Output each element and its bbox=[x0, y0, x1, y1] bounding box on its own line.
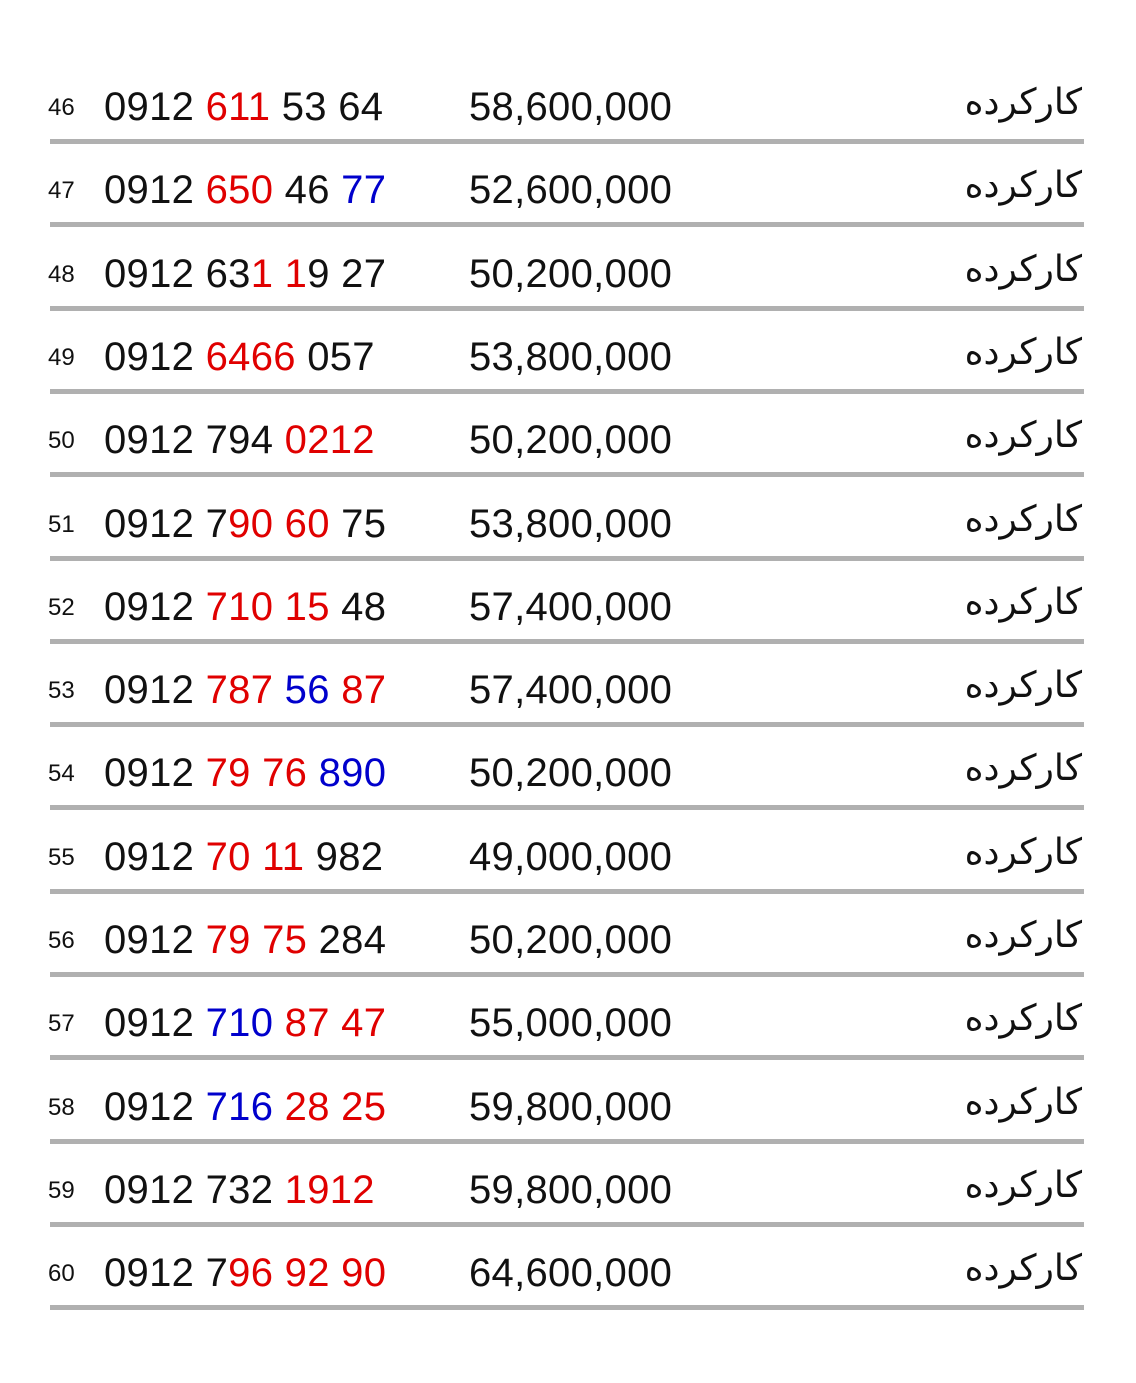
row-index: 53 bbox=[48, 677, 75, 704]
phone-number bbox=[104, 504, 386, 544]
phone-number bbox=[104, 753, 386, 793]
phone-number-segment: 284 bbox=[307, 918, 387, 962]
phone-number bbox=[104, 587, 386, 627]
price: 57,400,000 bbox=[469, 585, 673, 629]
list-item bbox=[0, 726, 1136, 810]
phone-number-segment: 0212 bbox=[284, 418, 375, 462]
phone-number-segment: 0912 bbox=[104, 168, 206, 212]
status-label: کارکرده bbox=[964, 747, 1082, 788]
status-label: کارکرده bbox=[964, 248, 1082, 289]
phone-number bbox=[104, 920, 386, 960]
price: 50,200,000 bbox=[469, 918, 673, 962]
price: 58,600,000 bbox=[469, 85, 673, 129]
row-index: 46 bbox=[48, 94, 75, 121]
phone-number-segment: 650 bbox=[205, 168, 274, 212]
list-item bbox=[0, 1226, 1136, 1310]
phone-number bbox=[104, 1087, 386, 1127]
row-index: 56 bbox=[48, 927, 75, 954]
phone-number-segment: 28 25 bbox=[284, 1085, 387, 1129]
list-item bbox=[0, 60, 1136, 144]
row-index: 48 bbox=[48, 261, 75, 288]
price: 64,600,000 bbox=[469, 1251, 673, 1295]
phone-number-segment: 90 60 bbox=[228, 502, 330, 546]
phone-number-segment: 87 bbox=[341, 668, 387, 712]
phone-number bbox=[104, 87, 383, 127]
phone-number-segment: 0912 bbox=[104, 585, 206, 629]
row-index: 51 bbox=[48, 511, 75, 538]
phone-number-segment: 1 bbox=[250, 252, 274, 296]
row-index: 55 bbox=[48, 844, 75, 871]
list-item bbox=[0, 893, 1136, 977]
phone-number-segment: 9 27 bbox=[307, 252, 387, 296]
status-label: کارکرده bbox=[964, 164, 1082, 205]
list-item bbox=[0, 976, 1136, 1060]
status-label: کارکرده bbox=[964, 914, 1082, 955]
phone-number-segment: 77 bbox=[341, 168, 387, 212]
phone-number bbox=[104, 170, 386, 210]
status-label: کارکرده bbox=[964, 997, 1082, 1038]
phone-number-segment: 982 bbox=[304, 835, 384, 879]
phone-number-segment: 0912 bbox=[104, 85, 206, 129]
row-index: 58 bbox=[48, 1094, 75, 1121]
price: 57,400,000 bbox=[469, 668, 673, 712]
price: 55,000,000 bbox=[469, 1001, 673, 1045]
list-item bbox=[0, 643, 1136, 727]
phone-number-segment: 710 bbox=[205, 1001, 285, 1045]
phone-number-segment: 70 11 bbox=[205, 835, 305, 879]
phone-number-segment bbox=[273, 252, 284, 296]
phone-number-segment: 0912 7 bbox=[104, 1251, 229, 1295]
price: 53,800,000 bbox=[469, 502, 673, 546]
price: 50,200,000 bbox=[469, 418, 673, 462]
phone-number-segment: 79 75 bbox=[205, 918, 308, 962]
phone-number bbox=[104, 420, 375, 460]
phone-number-segment: 0912 bbox=[104, 835, 206, 879]
status-label: کارکرده bbox=[964, 1164, 1082, 1205]
phone-number-segment: 0912 bbox=[104, 1085, 206, 1129]
phone-number-segment: 611 bbox=[205, 85, 271, 129]
status-label: کارکرده bbox=[964, 81, 1082, 122]
phone-number-segment: 716 bbox=[205, 1085, 285, 1129]
phone-number-segment: 56 bbox=[284, 668, 342, 712]
status-label: کارکرده bbox=[964, 831, 1082, 872]
status-label: کارکرده bbox=[964, 331, 1082, 372]
row-index: 52 bbox=[48, 594, 75, 621]
list-item bbox=[0, 477, 1136, 561]
phone-number bbox=[104, 670, 386, 710]
list-item bbox=[0, 393, 1136, 477]
phone-number-segment: 787 bbox=[205, 668, 285, 712]
phone-number-segment: 0912 bbox=[104, 335, 206, 379]
phone-number-segment: 87 47 bbox=[284, 1001, 387, 1045]
status-label: کارکرده bbox=[964, 1247, 1082, 1288]
phone-number-segment: 057 bbox=[295, 335, 375, 379]
price: 50,200,000 bbox=[469, 751, 673, 795]
phone-number-segment: 710 15 bbox=[205, 585, 330, 629]
phone-number-segment: 0912 bbox=[104, 751, 206, 795]
price: 49,000,000 bbox=[469, 835, 673, 879]
row-divider bbox=[50, 1305, 1084, 1310]
phone-number-segment: 48 bbox=[329, 585, 387, 629]
price: 53,800,000 bbox=[469, 335, 673, 379]
phone-number bbox=[104, 837, 383, 877]
row-index: 59 bbox=[48, 1177, 75, 1204]
status-label: کارکرده bbox=[964, 1081, 1082, 1122]
phone-number bbox=[104, 254, 386, 294]
status-label: کارکرده bbox=[964, 581, 1082, 622]
list-item bbox=[0, 560, 1136, 644]
phone-number-segment: 890 bbox=[318, 751, 387, 795]
phone-number-segment: 46 bbox=[273, 168, 342, 212]
status-label: کارکرده bbox=[964, 414, 1082, 455]
price: 50,200,000 bbox=[469, 252, 673, 296]
phone-number-segment: 0912 732 bbox=[104, 1168, 285, 1212]
list-item bbox=[0, 810, 1136, 894]
row-index: 49 bbox=[48, 344, 75, 371]
list-item bbox=[0, 227, 1136, 311]
list-item bbox=[0, 310, 1136, 394]
phone-number-segment: 0912 7 bbox=[104, 502, 229, 546]
phone-number-segment: 96 92 90 bbox=[228, 1251, 387, 1295]
price: 52,600,000 bbox=[469, 168, 673, 212]
phone-number-segment: 1 bbox=[284, 252, 308, 296]
phone-number-segment: 53 64 bbox=[270, 85, 384, 129]
status-label: کارکرده bbox=[964, 498, 1082, 539]
phone-number bbox=[104, 337, 375, 377]
row-index: 60 bbox=[48, 1260, 75, 1287]
phone-number bbox=[104, 1003, 386, 1043]
price: 59,800,000 bbox=[469, 1085, 673, 1129]
phone-number-segment: 0912 63 bbox=[104, 252, 251, 296]
phone-number-segment: 1912 bbox=[284, 1168, 375, 1212]
phone-number-segment: 6466 bbox=[205, 335, 296, 379]
phone-number-segment: 0912 794 bbox=[104, 418, 285, 462]
status-label: کارکرده bbox=[964, 664, 1082, 705]
list-item bbox=[0, 1143, 1136, 1227]
phone-number-segment: 0912 bbox=[104, 918, 206, 962]
phone-number-segment: 0912 bbox=[104, 668, 206, 712]
phone-number bbox=[104, 1253, 386, 1293]
row-index: 50 bbox=[48, 427, 75, 454]
row-index: 57 bbox=[48, 1010, 75, 1037]
list-item bbox=[0, 1060, 1136, 1144]
phone-number-segment: 75 bbox=[329, 502, 387, 546]
list-item bbox=[0, 143, 1136, 227]
row-index: 54 bbox=[48, 760, 75, 787]
phone-number-segment: 79 76 bbox=[205, 751, 319, 795]
price: 59,800,000 bbox=[469, 1168, 673, 1212]
phone-number-segment: 0912 bbox=[104, 1001, 206, 1045]
row-index: 47 bbox=[48, 177, 75, 204]
phone-number bbox=[104, 1170, 375, 1210]
